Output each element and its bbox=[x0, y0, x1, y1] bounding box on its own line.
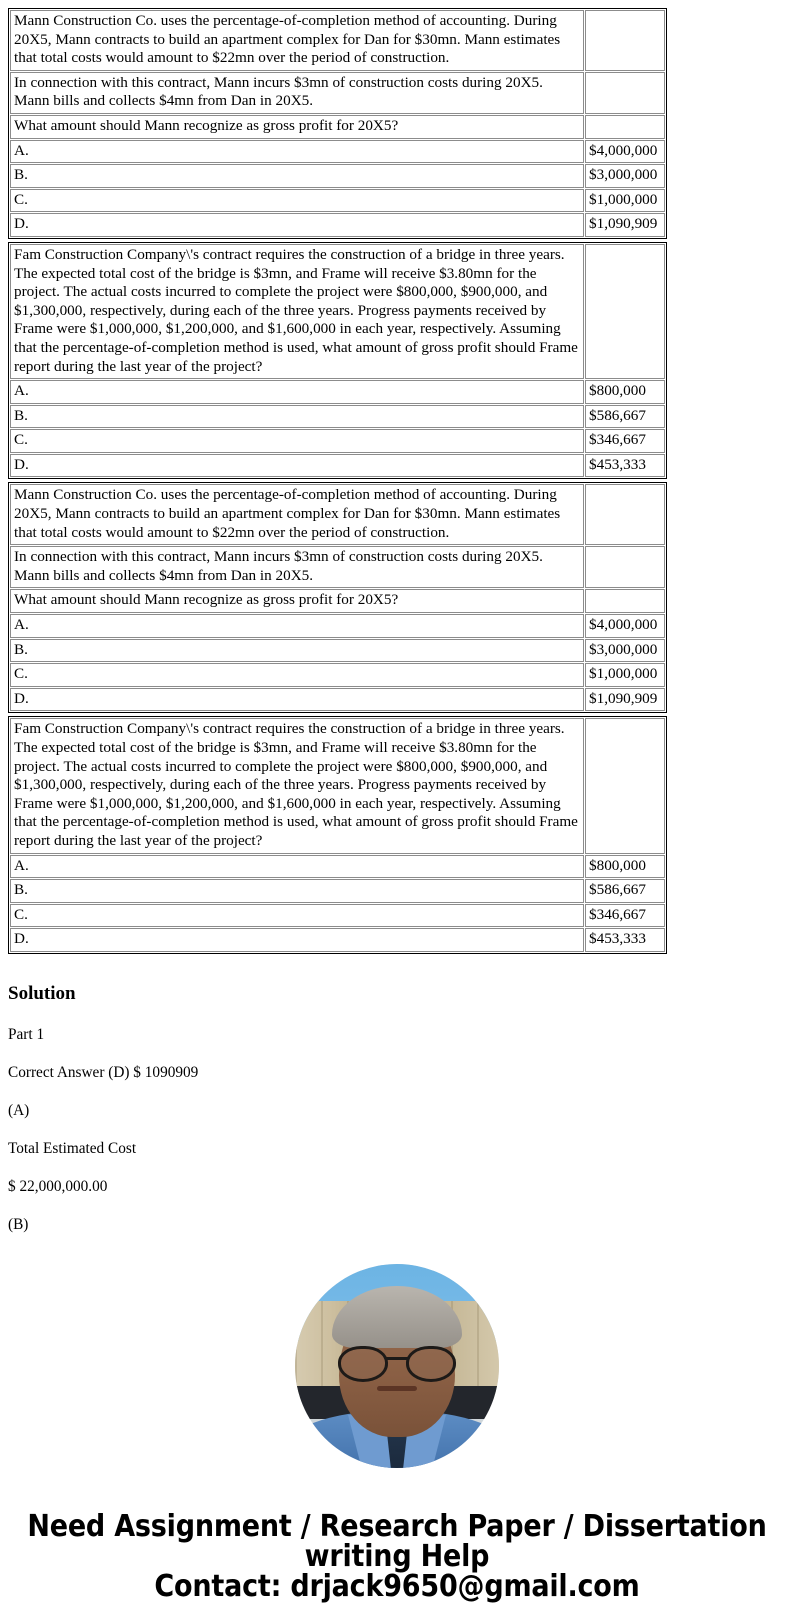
stem-row bbox=[10, 484, 665, 545]
option-value: $1,090,909 bbox=[585, 213, 665, 237]
option-value: $3,000,000 bbox=[585, 164, 665, 188]
stem-row bbox=[10, 72, 665, 114]
option-value: $1,000,000 bbox=[585, 663, 665, 687]
option-row bbox=[10, 614, 665, 638]
question-text: In connection with this contract, Mann incurs $3mn of construction costs during 20X5. Mann bills and collects $4mn from Dan in 20X5. bbox=[10, 72, 584, 114]
option-label: C. bbox=[10, 663, 584, 687]
question-text: What amount should Mann recognize as gross profit for 20X5? bbox=[10, 115, 584, 139]
question-table bbox=[8, 8, 667, 239]
option-label: C. bbox=[10, 429, 584, 453]
option-row bbox=[10, 189, 665, 213]
stem-row bbox=[10, 244, 665, 379]
solution-line: Part 1 bbox=[8, 1025, 45, 1043]
avatar bbox=[295, 1264, 499, 1468]
solution-heading: Solution bbox=[8, 982, 76, 1004]
option-label: B. bbox=[10, 879, 584, 903]
option-label: D. bbox=[10, 213, 584, 237]
question-text: What amount should Mann recognize as gross profit for 20X5? bbox=[10, 589, 584, 613]
option-row bbox=[10, 429, 665, 453]
solution-line: (A) bbox=[8, 1101, 30, 1119]
solution-line: $ 22,000,000.00 bbox=[8, 1177, 108, 1195]
option-value: $800,000 bbox=[585, 855, 665, 879]
stem-row bbox=[10, 546, 665, 588]
option-label: B. bbox=[10, 405, 584, 429]
option-value: $1,090,909 bbox=[585, 688, 665, 712]
avatar-row bbox=[0, 1264, 794, 1468]
option-value: $346,667 bbox=[585, 429, 665, 453]
photo-mouth bbox=[377, 1386, 417, 1391]
option-label: B. bbox=[10, 639, 584, 663]
option-value: $1,000,000 bbox=[585, 189, 665, 213]
option-label: A. bbox=[10, 614, 584, 638]
promo-line-1: Need Assignment / Research Paper / Dissertation bbox=[27, 1508, 767, 1544]
stem-row bbox=[10, 115, 665, 139]
value-cell bbox=[585, 244, 665, 379]
option-row bbox=[10, 904, 665, 928]
option-row bbox=[10, 928, 665, 952]
option-label: B. bbox=[10, 164, 584, 188]
question-table bbox=[8, 242, 667, 480]
option-row bbox=[10, 855, 665, 879]
question-text: Mann Construction Co. uses the percentage-of-completion method of accounting. During 20X5, Mann contracts to build an apartment complex for Dan for $30mn. Mann estimates that total costs would amount to $22mn over the period of construction. bbox=[10, 10, 584, 71]
solution-line: Total Estimated Cost bbox=[8, 1139, 137, 1157]
option-value: $453,333 bbox=[585, 928, 665, 952]
photo-lens-right bbox=[406, 1346, 456, 1382]
stem-row bbox=[10, 718, 665, 853]
option-value: $586,667 bbox=[585, 879, 665, 903]
question-text: Fam Construction Company\'s contract requires the construction of a bridge in three years. The expected total cost of the bridge is $3mn, and Frame will receive $3.80mn for the project. The actual costs incurred to complete the project were $800,000, $900,000, and $1,300,000, respectively, during each of the three years. Progress payments received by Frame were $1,000,000, $1,200,000, and $1,600,000 in each year, respectively. Assuming that the percentage-of-completion method is used, what amount of gross profit should Frame report during the last year of the project? bbox=[10, 718, 584, 853]
option-row bbox=[10, 213, 665, 237]
solution-section bbox=[0, 982, 794, 1234]
option-row bbox=[10, 405, 665, 429]
value-cell bbox=[585, 115, 665, 139]
option-row bbox=[10, 164, 665, 188]
option-row bbox=[10, 879, 665, 903]
option-label: D. bbox=[10, 454, 584, 478]
option-label: D. bbox=[10, 928, 584, 952]
option-label: D. bbox=[10, 688, 584, 712]
option-row bbox=[10, 380, 665, 404]
promo-footer bbox=[0, 1508, 794, 1604]
stem-row bbox=[10, 589, 665, 613]
option-value: $453,333 bbox=[585, 454, 665, 478]
solution-line: Correct Answer (D) $ 1090909 bbox=[8, 1063, 199, 1081]
option-value: $586,667 bbox=[585, 405, 665, 429]
option-label: A. bbox=[10, 380, 584, 404]
stem-row bbox=[10, 10, 665, 71]
promo-line-2: writing Help bbox=[304, 1538, 490, 1574]
question-table bbox=[8, 482, 667, 713]
option-row bbox=[10, 140, 665, 164]
question-text: Fam Construction Company\'s contract requires the construction of a bridge in three years. The expected total cost of the bridge is $3mn, and Frame will receive $3.80mn for the project. The actual costs incurred to complete the project were $800,000, $900,000, and $1,300,000, respectively, during each of the three years. Progress payments received by Frame were $1,000,000, $1,200,000, and $1,600,000 in each year, respectively. Assuming that the percentage-of-completion method is used, what amount of gross profit should Frame report during the last year of the project? bbox=[10, 244, 584, 379]
value-cell bbox=[585, 484, 665, 545]
value-cell bbox=[585, 10, 665, 71]
value-cell bbox=[585, 72, 665, 114]
option-row bbox=[10, 688, 665, 712]
solution-line: (B) bbox=[8, 1215, 29, 1233]
promo-line-3: Contact: drjack9650@gmail.com bbox=[154, 1568, 640, 1604]
option-value: $4,000,000 bbox=[585, 140, 665, 164]
option-row bbox=[10, 639, 665, 663]
question-text: In connection with this contract, Mann incurs $3mn of construction costs during 20X5. Mann bills and collects $4mn from Dan in 20X5. bbox=[10, 546, 584, 588]
option-row bbox=[10, 454, 665, 478]
photo-glasses-bridge bbox=[386, 1357, 408, 1360]
option-label: C. bbox=[10, 189, 584, 213]
option-value: $800,000 bbox=[585, 380, 665, 404]
option-label: A. bbox=[10, 140, 584, 164]
option-value: $346,667 bbox=[585, 904, 665, 928]
photo-lens-left bbox=[338, 1346, 388, 1382]
option-value: $4,000,000 bbox=[585, 614, 665, 638]
question-table bbox=[8, 716, 667, 954]
option-label: A. bbox=[10, 855, 584, 879]
value-cell bbox=[585, 589, 665, 613]
value-cell bbox=[585, 546, 665, 588]
value-cell bbox=[585, 718, 665, 853]
option-label: C. bbox=[10, 904, 584, 928]
option-value: $3,000,000 bbox=[585, 639, 665, 663]
option-row bbox=[10, 663, 665, 687]
solution-lines bbox=[8, 1025, 786, 1234]
question-text: Mann Construction Co. uses the percentage-of-completion method of accounting. During 20X5, Mann contracts to build an apartment complex for Dan for $30mn. Mann estimates that total costs would amount to $22mn over the period of construction. bbox=[10, 484, 584, 545]
glasses-icon bbox=[336, 1346, 458, 1376]
